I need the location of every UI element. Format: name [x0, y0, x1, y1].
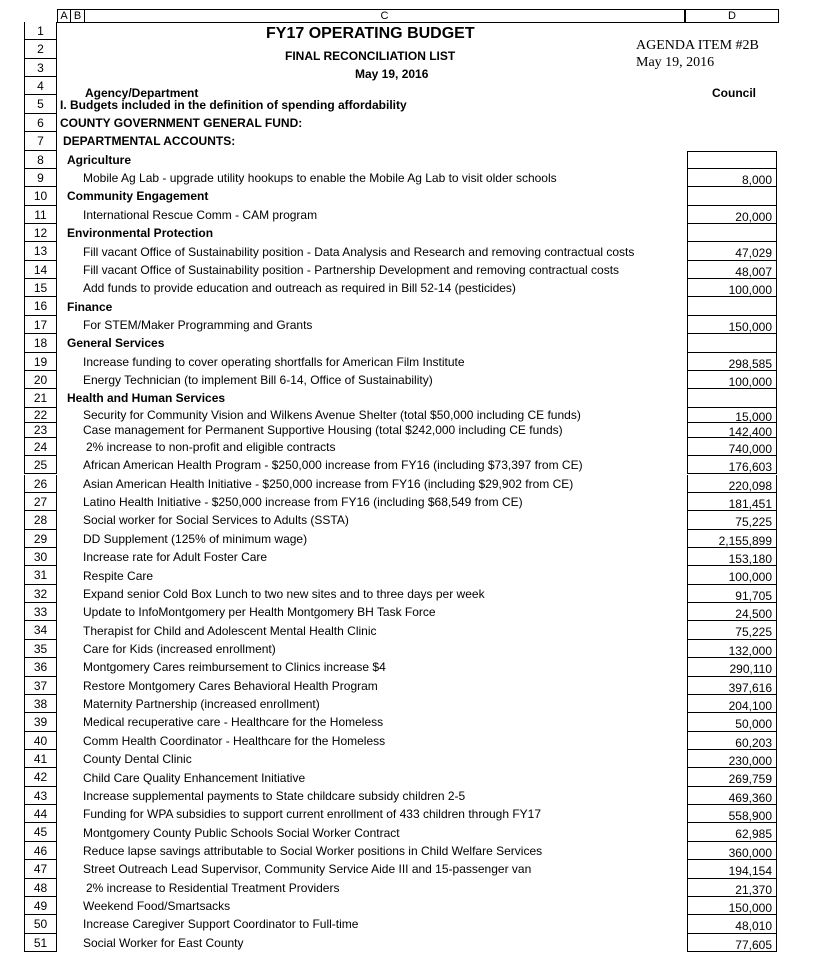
row-number[interactable]: 13 [24, 242, 57, 260]
row-number[interactable]: 29 [24, 530, 57, 548]
section-heading: Finance [67, 299, 113, 314]
row-number[interactable]: 46 [24, 842, 57, 860]
row-number[interactable]: 49 [24, 897, 57, 915]
row-number[interactable]: 14 [24, 261, 57, 279]
council-amount-cell[interactable]: 77,605 [687, 934, 777, 952]
row-number[interactable]: 47 [24, 860, 57, 878]
line-item-description: Comm Health Coordinator - Healthcare for the Homeless [83, 733, 386, 748]
section-heading: Community Engagement [67, 189, 209, 204]
council-amount-cell[interactable]: 150,000 [687, 316, 777, 334]
row-number[interactable]: 10 [24, 187, 57, 205]
row-number[interactable]: 5 [24, 95, 57, 113]
line-item-description: Restore Montgomery Cares Behavioral Health Program [83, 678, 378, 693]
council-amount-cell[interactable]: 8,000 [687, 169, 777, 187]
row-number[interactable]: 2 [24, 40, 57, 58]
council-amount-cell[interactable]: 194,154 [687, 860, 777, 878]
council-amount-cell[interactable]: 558,900 [687, 805, 777, 823]
council-amount-cell[interactable]: 2,155,899 [687, 530, 777, 548]
row-number[interactable]: 7 [24, 132, 57, 150]
row-number[interactable]: 11 [24, 206, 57, 224]
council-amount-cell[interactable]: 100,000 [687, 371, 777, 389]
row-number[interactable]: 26 [24, 475, 57, 493]
line-item-description: Respite Care [83, 568, 154, 583]
row-number[interactable]: 30 [24, 548, 57, 566]
row-number[interactable]: 44 [24, 805, 57, 823]
line-item-description: 2% increase to Residential Treatment Providers [86, 880, 340, 895]
section-heading: DEPARTMENTAL ACCOUNTS: [63, 134, 236, 149]
council-amount-cell[interactable]: 290,110 [687, 658, 777, 676]
line-item-description: County Dental Clinic [83, 752, 192, 767]
agenda-item-label: AGENDA ITEM #2B [636, 38, 759, 53]
row-number[interactable]: 3 [24, 59, 57, 77]
line-item-description: Fill vacant Office of Sustainability position - Data Analysis and Research and removing contractual costs [83, 244, 635, 259]
line-item-description: Increase supplemental payments to State childcare subsidy children 2-5 [83, 788, 466, 803]
header-rule [24, 22, 779, 23]
column-header-c[interactable]: C [85, 9, 685, 22]
council-amount-cell[interactable]: 24,500 [687, 603, 777, 621]
row-number[interactable]: 17 [24, 316, 57, 334]
line-item-description: Asian American Health Initiative - $250,000 increase from FY16 (including $29,902 from CE) [83, 476, 574, 491]
council-amount-cell[interactable]: 47,029 [687, 242, 777, 260]
row-number[interactable]: 18 [24, 334, 57, 352]
council-amount-cell[interactable]: 204,100 [687, 695, 777, 713]
council-amount-cell[interactable]: 91,705 [687, 585, 777, 603]
line-item-description: Security for Community Vision and Wilkens Avenue Shelter (total $50,000 including CE funds) [83, 408, 581, 423]
row-number[interactable]: 9 [24, 169, 57, 187]
council-amount-cell[interactable]: 132,000 [687, 640, 777, 658]
council-amount-cell[interactable]: 20,000 [687, 206, 777, 224]
row-number[interactable]: 24 [24, 438, 57, 456]
council-amount-cell[interactable]: 62,985 [687, 823, 777, 841]
council-amount-cell[interactable]: 48,010 [687, 915, 777, 933]
row-number[interactable]: 36 [24, 658, 57, 676]
row-number[interactable]: 16 [24, 297, 57, 315]
page-subtitle: FINAL RECONCILIATION LIST [285, 49, 456, 63]
section-heading: General Services [67, 336, 165, 351]
row-number[interactable]: 42 [24, 768, 57, 786]
council-amount-cell[interactable]: 142,400 [687, 423, 777, 438]
line-item-description: International Rescue Comm - CAM program [83, 207, 318, 222]
row-number[interactable]: 34 [24, 621, 57, 639]
line-item-description: Social Worker for East County [83, 935, 244, 950]
council-amount-cell[interactable]: 469,360 [687, 787, 777, 805]
row-number[interactable]: 20 [24, 371, 57, 389]
council-amount-cell[interactable]: 220,098 [687, 475, 777, 493]
line-item-description: DD Supplement (125% of minimum wage) [83, 531, 308, 546]
council-amount-cell[interactable] [687, 224, 777, 242]
row-number[interactable]: 1 [24, 22, 57, 40]
line-item-description: Mobile Ag Lab - upgrade utility hookups to enable the Mobile Ag Lab to visit older schools [83, 171, 557, 186]
line-item-description: Medical recuperative care - Healthcare for the Homeless [83, 715, 384, 730]
row-number[interactable]: 33 [24, 603, 57, 621]
row-number[interactable]: 50 [24, 915, 57, 933]
row-number[interactable]: 40 [24, 732, 57, 750]
line-item-description: Therapist for Child and Adolescent Mental Health Clinic [83, 623, 377, 638]
council-amount-cell[interactable]: 75,225 [687, 511, 777, 529]
council-amount-cell[interactable]: 269,759 [687, 768, 777, 786]
council-amount-cell[interactable]: 181,451 [687, 493, 777, 511]
council-amount-cell[interactable]: 360,000 [687, 842, 777, 860]
section-heading: Environmental Protection [67, 226, 214, 241]
council-amount-cell[interactable]: 740,000 [687, 438, 777, 456]
council-amount-cell[interactable] [687, 389, 777, 407]
council-amount-cell[interactable] [687, 297, 777, 315]
row-number[interactable]: 12 [24, 224, 57, 242]
row-number[interactable]: 15 [24, 279, 57, 297]
line-item-description: African American Health Program - $250,000 increase from FY16 (including $73,397 from CE) [83, 458, 583, 473]
line-item-description: Funding for WPA subsidies to support current enrollment of 433 children through FY17 [83, 807, 542, 822]
row-number[interactable]: 27 [24, 493, 57, 511]
council-amount-cell[interactable]: 60,203 [687, 732, 777, 750]
line-item-description: Social worker for Social Services to Adults (SSTA) [83, 513, 349, 528]
column-header-b[interactable]: B [71, 9, 85, 22]
line-item-description: For STEM/Maker Programming and Grants [83, 318, 313, 333]
row-number[interactable]: 39 [24, 713, 57, 731]
line-item-description: Montgomery Cares reimbursement to Clinics increase $4 [83, 660, 386, 675]
line-item-description: Fill vacant Office of Sustainability position - Partnership Development and removing contractual costs [83, 262, 620, 277]
row-number[interactable]: 37 [24, 677, 57, 695]
row-number[interactable]: 23 [24, 423, 57, 438]
row-number[interactable]: 41 [24, 750, 57, 768]
row-number[interactable]: 38 [24, 695, 57, 713]
council-amount-cell[interactable]: 153,180 [687, 548, 777, 566]
line-item-description: Update to InfoMontgomery per Health Montgomery BH Task Force [83, 605, 436, 620]
line-item-description: Energy Technician (to implement Bill 6-14, Office of Sustainability) [83, 373, 433, 388]
row-number[interactable]: 25 [24, 456, 57, 474]
column-header-a[interactable]: A [57, 9, 71, 22]
council-amount-cell[interactable]: 15,000 [687, 408, 777, 423]
column-header-d[interactable]: D [685, 9, 779, 22]
section-heading: Health and Human Services [67, 391, 226, 406]
line-item-description: Weekend Food/Smartsacks [83, 899, 231, 914]
line-item-description: Care for Kids (increased enrollment) [83, 641, 276, 656]
row-number[interactable]: 8 [24, 151, 57, 169]
council-amount-cell[interactable]: 75,225 [687, 621, 777, 639]
line-item-description: Increase Caregiver Support Coordinator to Full-time [83, 917, 359, 932]
council-amount-cell[interactable]: 397,616 [687, 677, 777, 695]
row-number[interactable]: 45 [24, 823, 57, 841]
council-amount-cell[interactable]: 100,000 [687, 279, 777, 297]
row-number[interactable]: 31 [24, 566, 57, 584]
row-number[interactable]: 51 [24, 934, 57, 952]
council-amount-cell[interactable]: 176,603 [687, 456, 777, 474]
line-item-description: Increase rate for Adult Foster Care [83, 550, 268, 565]
line-item-description: Street Outreach Lead Supervisor, Community Service Aide III and 15-passenger van [83, 862, 532, 877]
line-item-description: Maternity Partnership (increased enrollment) [83, 697, 320, 712]
section-heading: COUNTY GOVERNMENT GENERAL FUND: [60, 116, 303, 130]
line-item-description: 2% increase to non-profit and eligible contracts [86, 439, 336, 454]
row-number[interactable]: 43 [24, 787, 57, 805]
council-amount-cell[interactable]: 150,000 [687, 897, 777, 915]
council-amount-cell[interactable] [687, 151, 777, 169]
line-item-description: Increase funding to cover operating shortfalls for American Film Institute [83, 354, 465, 369]
line-item-description: Montgomery County Public Schools Social Worker Contract [83, 825, 400, 840]
council-amount-cell[interactable] [687, 187, 777, 205]
line-item-description: Child Care Quality Enhancement Initiative [83, 770, 306, 785]
council-amount-cell[interactable]: 230,000 [687, 750, 777, 768]
row-number[interactable]: 32 [24, 585, 57, 603]
page-date: May 19, 2016 [355, 67, 429, 81]
line-item-description: Add funds to provide education and outreach as required in Bill 52-14 (pesticides) [83, 281, 516, 296]
row-number[interactable]: 35 [24, 640, 57, 658]
agenda-date-label: May 19, 2016 [636, 55, 715, 70]
council-amount-cell[interactable]: 100,000 [687, 566, 777, 584]
line-item-description: Case management for Permanent Supportive Housing (total $242,000 including CE funds) [83, 423, 563, 438]
council-amount-cell[interactable] [687, 334, 777, 352]
line-item-description: Expand senior Cold Box Lunch to two new sites and to three days per week [83, 586, 485, 601]
row-number[interactable]: 28 [24, 511, 57, 529]
line-item-description: Reduce lapse savings attributable to Social Worker positions in Child Welfare Services [83, 843, 543, 858]
council-amount-cell[interactable]: 50,000 [687, 713, 777, 731]
council-amount-cell[interactable]: 21,370 [687, 879, 777, 897]
row-number[interactable]: 19 [24, 353, 57, 371]
page-title: FY17 OPERATING BUDGET [266, 25, 475, 42]
council-column-label: Council [712, 86, 756, 100]
row-number[interactable]: 21 [24, 389, 57, 407]
council-amount-cell[interactable]: 298,585 [687, 353, 777, 371]
section-heading: Agriculture [67, 152, 132, 167]
row-number[interactable]: 48 [24, 879, 57, 897]
line-item-description: Latino Health Initiative - $250,000 increase from FY16 (including $68,549 from CE) [83, 495, 523, 510]
row-number[interactable]: 6 [24, 114, 57, 132]
agency-column-label: Agency/Department [85, 86, 199, 100]
row-number[interactable]: 22 [24, 408, 57, 423]
section-heading: I. Budgets included in the definition of spending affordability [60, 97, 407, 112]
council-amount-cell[interactable]: 48,007 [687, 261, 777, 279]
row-number[interactable]: 4 [24, 77, 57, 95]
